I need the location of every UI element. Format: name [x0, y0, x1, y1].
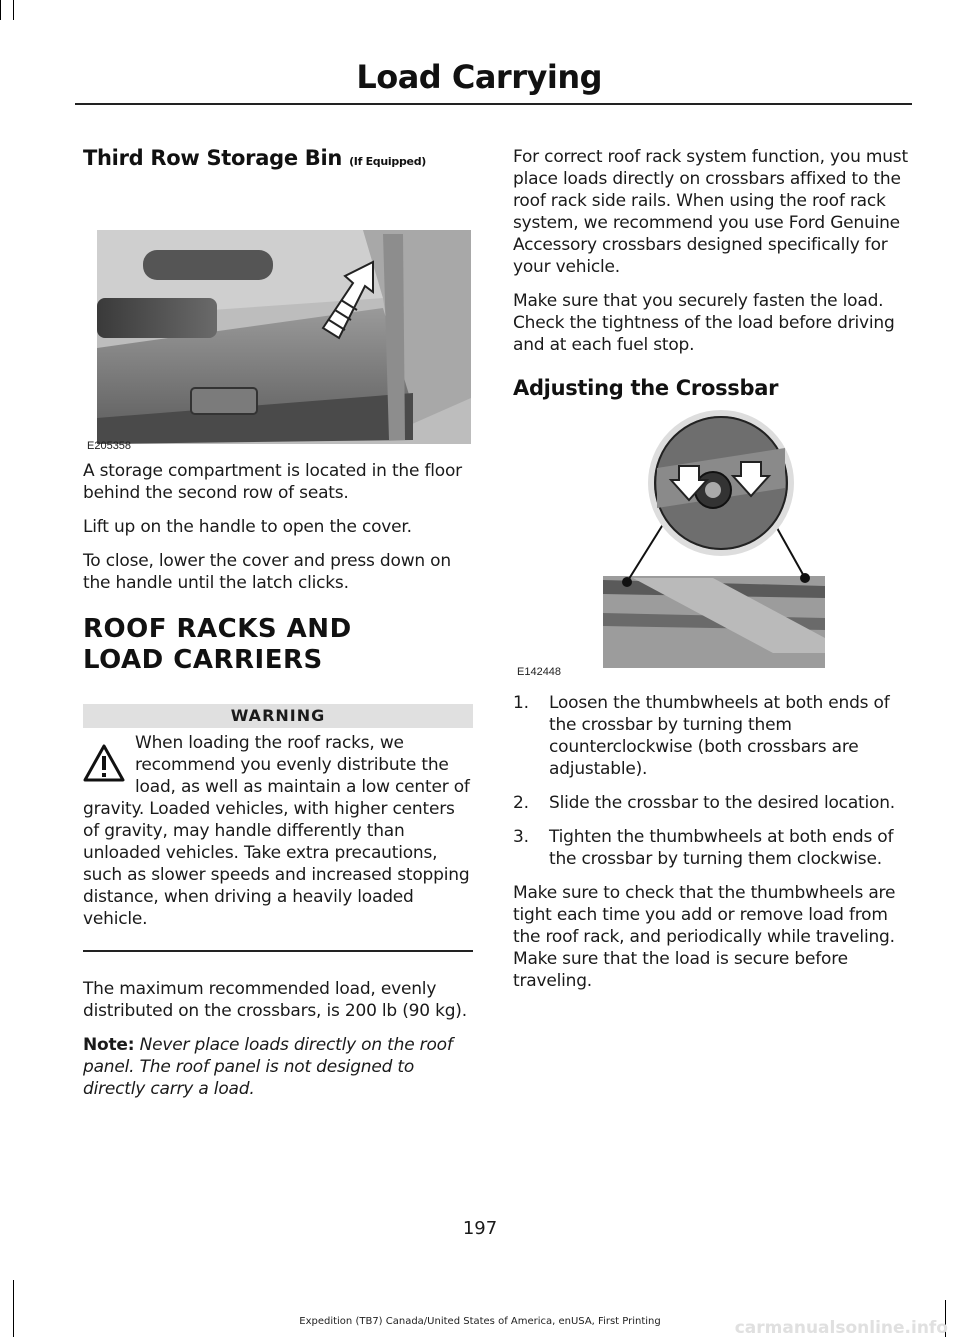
crop-mark	[13, 1280, 14, 1337]
crossbar-illustration	[513, 408, 908, 670]
crossbar-steps	[513, 692, 908, 870]
left-column	[83, 146, 473, 1112]
max-load-text: The maximum recommended load, evenly distributed on the crossbars, is 200 lb (90 kg).	[83, 979, 467, 1021]
step-text: Tighten the thumbwheels at both ends of the crossbar by turning them clockwise.	[549, 827, 894, 869]
storage-bin-heading	[83, 146, 473, 170]
warning-triangle-icon	[83, 742, 125, 784]
storage-bin-paragraph: A storage compartment is located in the floor behind the second row of seats.	[83, 461, 462, 503]
crop-mark	[0, 0, 1, 20]
storage-bin-illustration	[83, 178, 473, 446]
if-equipped-label: (If Equipped)	[349, 155, 426, 168]
storage-bin-paragraph: Lift up on the handle to open the cover.	[83, 517, 412, 537]
note-label: Note:	[83, 1035, 135, 1055]
page-title: Load Carrying	[356, 58, 602, 96]
note	[83, 1034, 473, 1100]
watermark: carmanualsonline.info	[734, 1318, 948, 1338]
step-number: 3.	[513, 827, 529, 847]
storage-bin-figure	[83, 178, 473, 452]
roof-rack-paragraph: Make sure that you securely fasten the load. Check the tightness of the load before driving and at each fuel stop.	[513, 291, 895, 355]
roof-racks-heading: ROOF RACKS AND LOAD CARRIERS	[83, 614, 352, 675]
step-text: Slide the crossbar to the desired location.	[549, 793, 896, 813]
page-footer: Expedition (TB7) Canada/United States of America, enUSA, First Printing	[299, 1316, 661, 1327]
crossbar-closing-text: Make sure to check that the thumbwheels are tight each time you add or remove load from the roof rack, and periodically while traveling. Make sure that the load is secure before traveling.	[513, 883, 896, 991]
crossbar-heading: Adjusting the Crossbar	[513, 376, 779, 400]
right-column	[513, 146, 908, 1004]
step-item	[513, 826, 908, 870]
note-text: Never place loads directly on the roof panel. The roof panel is not designed to directly carry a load.	[83, 1035, 453, 1099]
step-text: Loosen the thumbwheels at both ends of the crossbar by turning them counterclockwise (both crossbars are adjustable).	[549, 693, 890, 779]
figure-label: E205358	[87, 440, 132, 452]
warning-text: When loading the roof racks, we recommend you evenly distribute the load, as well as maintain a low center of gravity. Loaded vehicles, with higher centers of gravity, may handle differently than unloaded vehicles. Take extra precautions, such as slower speeds and increased stopping distance, when driving a heavily loaded vehicle.	[83, 733, 470, 929]
step-number: 1.	[513, 693, 529, 713]
warning-banner: WARNING	[83, 704, 473, 728]
crossbar-figure	[513, 408, 908, 678]
header-divider	[75, 103, 912, 105]
roof-rack-paragraph: For correct roof rack system function, you must place loads directly on crossbars affixed to the roof rack side rails. When using the roof rack system, we recommend you use Ford Genuine Accessory crossbars designed specifically for your vehicle.	[513, 147, 908, 277]
step-number: 2.	[513, 793, 529, 813]
page-number: 197	[462, 1218, 498, 1239]
step-item	[513, 692, 908, 780]
warning-divider	[83, 950, 473, 952]
step-item	[513, 792, 908, 814]
figure-label: E142448	[517, 666, 562, 678]
storage-bin-paragraph: To close, lower the cover and press down on the handle until the latch clicks.	[83, 551, 451, 593]
warning-box	[83, 728, 473, 930]
storage-bin-heading-text: Third Row Storage Bin	[83, 146, 343, 170]
crop-mark	[13, 0, 14, 20]
